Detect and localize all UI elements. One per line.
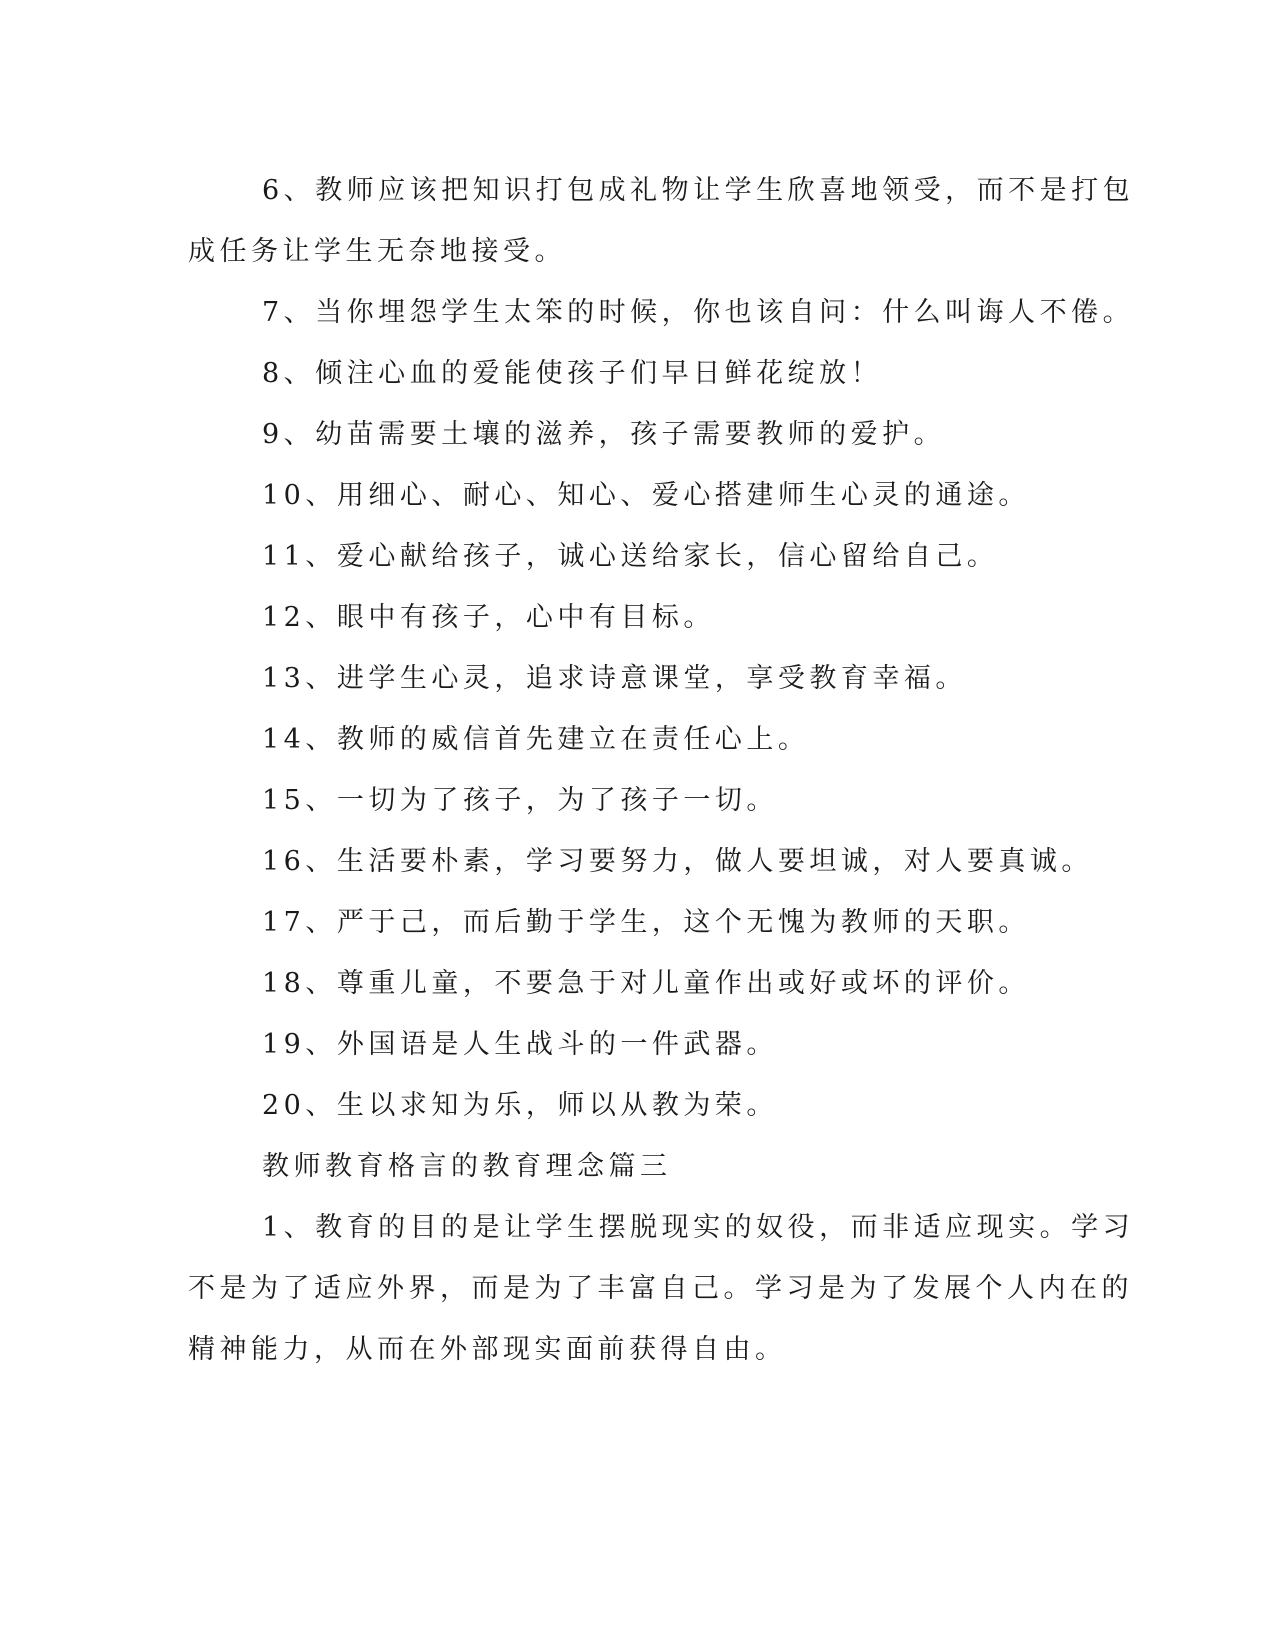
paragraph-line: 20、生以求知为乐，师以从教为荣。 bbox=[262, 1090, 778, 1121]
paragraph-line: 7、当你埋怨学生太笨的时候，你也该自问：什么叫诲人不倦。 bbox=[262, 297, 1135, 328]
paragraph-line: 6、教师应该把知识打包成礼物让学生欣喜地领受，而不是打包 bbox=[262, 175, 1135, 206]
paragraph-line: 成任务让学生无奈地接受。 bbox=[188, 236, 566, 267]
paragraph-line: 16、生活要朴素，学习要努力，做人要坦诚，对人要真诚。 bbox=[262, 846, 1093, 877]
paragraph-line: 12、眼中有孩子，心中有目标。 bbox=[262, 602, 715, 633]
paragraph-line: 8、倾注心血的爱能使孩子们早日鲜花绽放！ bbox=[262, 358, 883, 389]
paragraph-line: 19、外国语是人生战斗的一件武器。 bbox=[262, 1029, 778, 1060]
paragraph-line: 13、进学生心灵，追求诗意课堂，享受教育幸福。 bbox=[262, 663, 967, 694]
paragraph-line: 18、尊重儿童，不要急于对儿童作出或好或坏的评价。 bbox=[262, 968, 1030, 999]
paragraph-line: 17、严于己，而后勤于学生，这个无愧为教师的天职。 bbox=[262, 907, 1030, 938]
paragraph-line: 9、幼苗需要土壤的滋养，孩子需要教师的爱护。 bbox=[262, 419, 946, 450]
paragraph-line: 1、教育的目的是让学生摆脱现实的奴役，而非适应现实。学习 bbox=[262, 1212, 1135, 1243]
paragraph-line: 14、教师的威信首先建立在责任心上。 bbox=[262, 724, 810, 755]
section-heading: 教师教育格言的教育理念篇三 bbox=[262, 1151, 672, 1182]
paragraph-line: 精神能力，从而在外部现实面前获得自由。 bbox=[188, 1334, 787, 1365]
paragraph-line: 11、爱心献给孩子，诚心送给家长，信心留给自己。 bbox=[262, 541, 999, 572]
paragraph-line: 10、用细心、耐心、知心、爱心搭建师生心灵的通途。 bbox=[262, 480, 1030, 511]
paragraph-line: 15、一切为了孩子，为了孩子一切。 bbox=[262, 785, 778, 816]
document-body bbox=[188, 160, 1135, 1380]
paragraph-line: 不是为了适应外界，而是为了丰富自己。学习是为了发展个人内在的 bbox=[188, 1273, 1133, 1304]
